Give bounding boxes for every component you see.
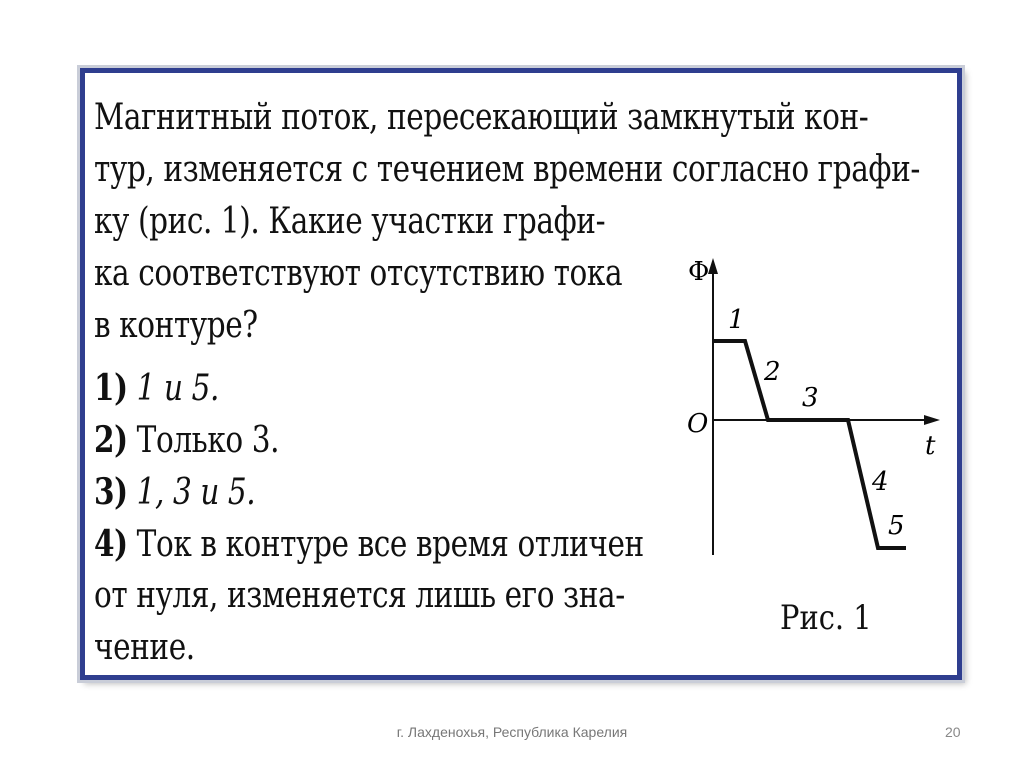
answer-text: 1, 3 и 5. [136, 472, 256, 513]
answer-4-cont-2: чение. [94, 627, 195, 668]
answer-4 [94, 518, 644, 571]
flux-graph [670, 250, 960, 570]
problem-line-2: тур, изменяется с течением времени согласно графи- [94, 149, 920, 190]
segment-label-3: 3 [802, 383, 819, 413]
answer-number: 3) [94, 471, 128, 513]
problem-line-4: ка соответствуют отсутствию тока [94, 253, 623, 294]
answer-text: 1 и 5. [136, 368, 219, 409]
segment-label-4: 4 [872, 467, 889, 497]
segment-label-5: 5 [888, 511, 905, 541]
answer-number: 1) [94, 367, 128, 409]
answer-4-cont-1: от нуля, изменяется лишь его зна- [94, 575, 625, 616]
answer-1 [94, 362, 219, 415]
y-axis-label: Φ [688, 257, 710, 287]
page-number: 20 [945, 724, 961, 740]
answer-number: 4) [94, 523, 128, 565]
footer-location: г. Лахденохья, Республика Карелия [396, 724, 628, 740]
flux-curve [713, 341, 906, 548]
answer-3 [94, 466, 255, 519]
x-axis-arrow [924, 415, 940, 425]
answer-number: 2) [94, 419, 128, 461]
origin-label: O [687, 409, 709, 439]
answer-2 [94, 414, 279, 467]
problem-line-3: ку (рис. 1). Какие участки графи- [94, 201, 606, 242]
y-axis-arrow [708, 258, 718, 274]
segment-label-1: 1 [728, 305, 745, 335]
problem-line-1: Магнитный поток, пересекающий замкнутый кон- [94, 97, 869, 138]
answer-text: Ток в контуре все время отличен [136, 524, 644, 565]
answer-text: Только 3. [136, 420, 280, 461]
x-axis-label: t [925, 431, 936, 461]
figure-caption: Рис. 1 [780, 598, 872, 638]
segment-label-2: 2 [764, 357, 781, 387]
problem-line-5: в контуре? [94, 305, 258, 346]
